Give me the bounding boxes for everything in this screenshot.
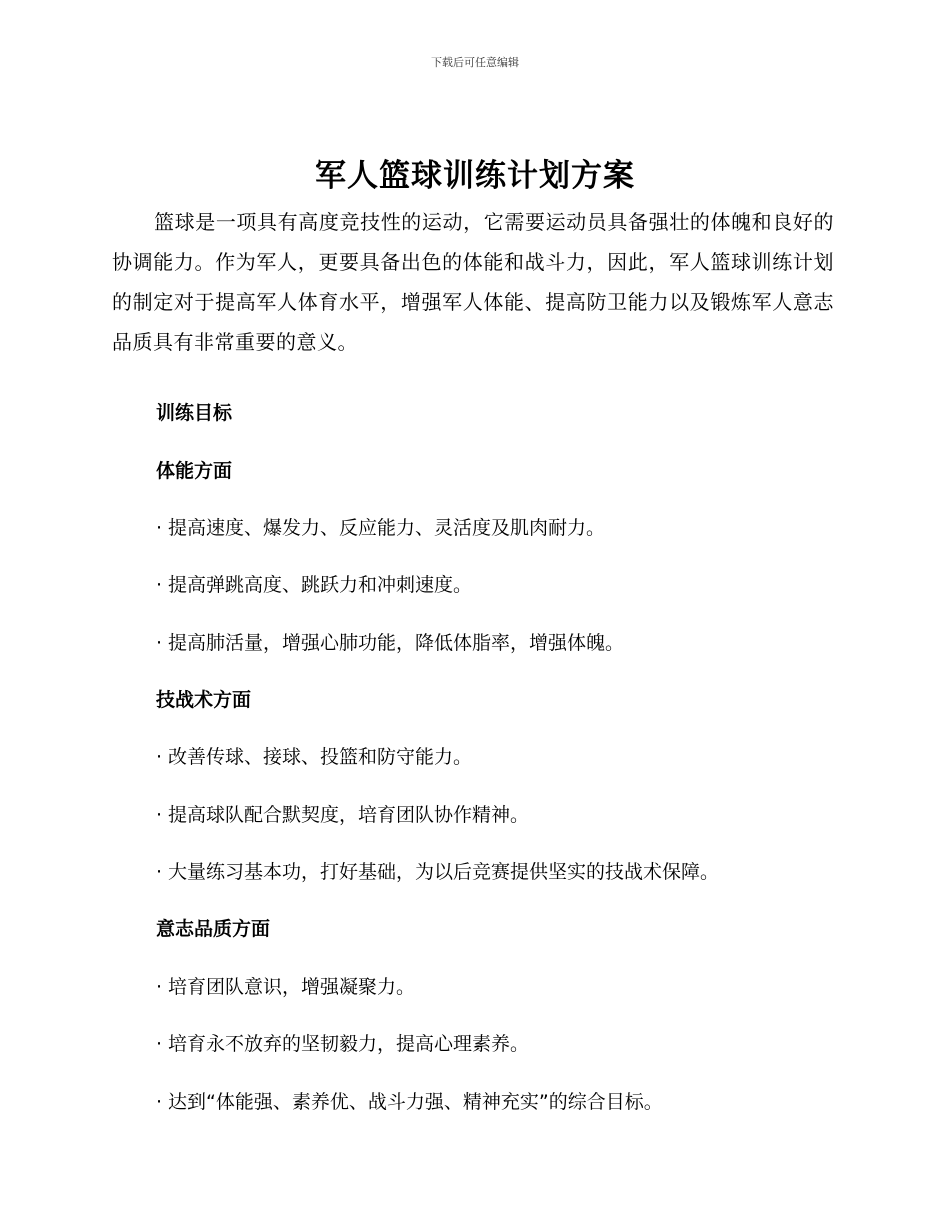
list-item xyxy=(156,515,605,541)
list-item-text: 提高弹跳高度、跳跃力和冲刺速度。 xyxy=(168,574,473,596)
list-item-text: 提高速度、爆发力、反应能力、灵活度及肌肉耐力。 xyxy=(168,517,606,539)
bullet-dot: · xyxy=(156,804,163,826)
bullet-dot: · xyxy=(156,746,163,768)
list-item xyxy=(156,1031,529,1057)
list-item xyxy=(156,974,415,1000)
section-heading: 技战术方面 xyxy=(156,689,252,711)
intro-paragraph: 篮球是一项具有高度竞技性的运动，它需要运动员具备强壮的体魄和良好的协调能力。作为军人，更要具备出色的体能和战斗力，因此，军人篮球训练计划的制定对于提高军人体育水平，增强军人体能、提高防卫能力以及锻炼军人意志品质具有非常重要的意义。 xyxy=(112,210,834,354)
document-title: 军人篮球训练计划方案 xyxy=(315,158,635,194)
list-item xyxy=(156,744,472,770)
list-item xyxy=(156,802,529,828)
section-title: 训练目标 xyxy=(156,402,233,424)
bullet-dot: · xyxy=(156,976,163,998)
list-item-text: 大量练习基本功，打好基础，为以后竞赛提供坚实的技战术保障。 xyxy=(168,861,720,883)
bullet-dot: · xyxy=(156,632,163,654)
list-item-text: 培育永不放弃的坚韧毅力，提高心理素养。 xyxy=(168,1033,530,1055)
list-item xyxy=(156,859,719,885)
list-item xyxy=(156,572,472,598)
list-item-text: 培育团队意识，增强凝聚力。 xyxy=(168,976,416,998)
list-item-text: 提高肺活量，增强心肺功能，降低体脂率，增强体魄。 xyxy=(168,632,625,654)
list-item xyxy=(156,1089,663,1115)
bullet-dot: · xyxy=(156,517,163,539)
bullet-dot: · xyxy=(156,861,163,883)
bullet-dot: · xyxy=(156,1033,163,1055)
list-item xyxy=(156,630,624,656)
list-item-text: 改善传球、接球、投篮和防守能力。 xyxy=(168,746,473,768)
list-item-text: 提高球队配合默契度，培育团队协作精神。 xyxy=(168,804,530,826)
section-heading: 体能方面 xyxy=(156,460,233,482)
bullet-dot: · xyxy=(156,574,163,596)
list-item-text: 达到“体能强、素养优、战斗力强、精神充实”的综合目标。 xyxy=(168,1091,663,1113)
section-heading: 意志品质方面 xyxy=(156,918,271,940)
header-note: 下载后可任意编辑 xyxy=(431,56,519,69)
bullet-dot: · xyxy=(156,1091,163,1113)
